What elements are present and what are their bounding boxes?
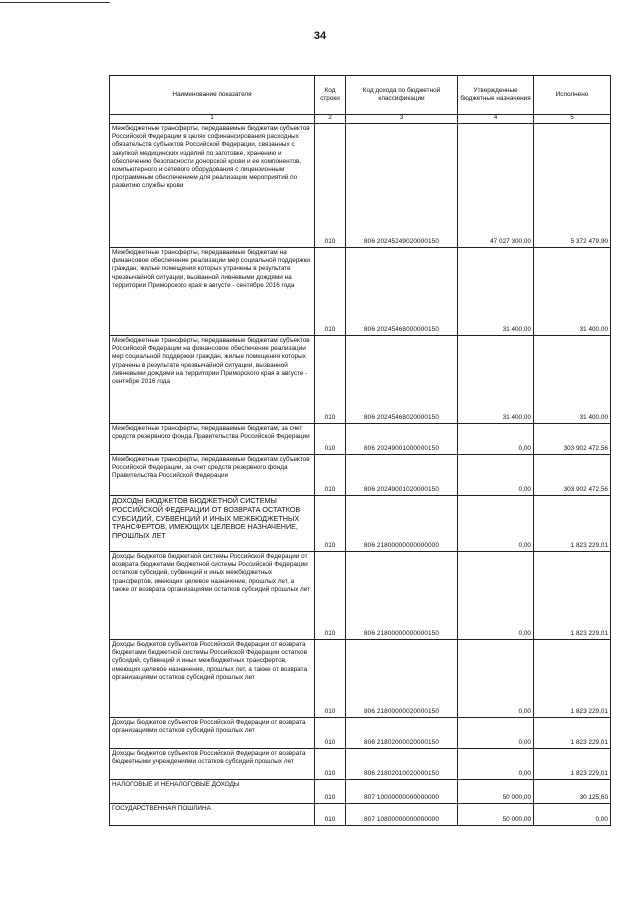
table-row bbox=[110, 749, 611, 780]
classification-code: 806 21800000000000000 bbox=[346, 496, 458, 552]
line-code: 010 bbox=[315, 552, 346, 640]
table-row bbox=[110, 124, 611, 248]
indicator-name: Доходы бюджетов бюджетной системы Российской Федерации от возврата бюджетами бюджетной системы Российской Федерации остатков субсидий, субвенций и иных межбюджетных трансфертов, имеющих целевое назначение, прошлых лет, а также от возврата организациями остатков субсидий прошлых лет bbox=[110, 552, 315, 640]
page-number: 34 bbox=[313, 30, 327, 42]
column-index-row bbox=[110, 115, 611, 124]
executed-amount: 5 372 479,90 bbox=[534, 124, 611, 248]
indicator-name: Доходы бюджетов субъектов Российской Федерации от возврата бюджетными учреждениями остатков субсидий прошлых лет bbox=[110, 749, 315, 780]
approved-amount: 0,00 bbox=[458, 552, 534, 640]
column-index: 3 bbox=[346, 115, 458, 124]
column-index: 4 bbox=[458, 115, 534, 124]
executed-amount: 1 823 229,01 bbox=[534, 749, 611, 780]
table-row bbox=[110, 718, 611, 749]
indicator-name: Межбюджетные трансферты, передаваемые бюджетам субъектов Российской Федерации, за счет средств резервного фонда Правительства Российской Федерации bbox=[110, 455, 315, 496]
table-row bbox=[110, 455, 611, 496]
line-code: 010 bbox=[315, 749, 346, 780]
column-index: 2 bbox=[315, 115, 346, 124]
line-code: 010 bbox=[315, 496, 346, 552]
classification-code: 806 20249001020000150 bbox=[346, 455, 458, 496]
corner-rule bbox=[0, 2, 110, 3]
approved-amount: 0,00 bbox=[458, 424, 534, 455]
table-row bbox=[110, 336, 611, 424]
classification-code: 807 10800000000000000 bbox=[346, 804, 458, 826]
indicator-name: Межбюджетные трансферты, передаваемые бюджетам, за счет средств резервного фонда Правительства Российской Федерации bbox=[110, 424, 315, 455]
line-code: 010 bbox=[315, 248, 346, 336]
executed-amount: 303 902 472,56 bbox=[534, 455, 611, 496]
indicator-name: Доходы бюджетов субъектов Российской Федерации от возврата бюджетами бюджетной системы Российской Федерации остатков субсидий, субвенций и иных межбюджетных трансфертов, имеющих целевое назначение, прошлых лет, а также от возврата организациями остатков субсидий прошлых лет bbox=[110, 640, 315, 718]
header-row bbox=[110, 76, 611, 115]
indicator-name: Межбюджетные трансферты, передаваемые бюджетам на финансовое обеспечение реализации мер социальной поддержки граждан, жилые помещения которых утрачены в результате чрезвычайной ситуации, вызванной ливневыми дождями на территории Приморского края в августе - сентябре 2016 года bbox=[110, 248, 315, 336]
indicator-name: ДОХОДЫ БЮДЖЕТОВ БЮДЖЕТНОЙ СИСТЕМЫ РОССИЙСКОЙ ФЕДЕРАЦИИ ОТ ВОЗВРАТА ОСТАТКОВ СУБСИДИЙ, СУБВЕНЦИЙ И ИНЫХ МЕЖБЮДЖЕТНЫХ ТРАНСФЕРТОВ, ИМЕЮЩИХ ЦЕЛЕВОЕ НАЗНАЧЕНИЕ, ПРОШЛЫХ ЛЕТ bbox=[110, 496, 315, 552]
approved-amount: 47 027 300,00 bbox=[458, 124, 534, 248]
line-code: 010 bbox=[315, 124, 346, 248]
classification-code: 806 20249001000000150 bbox=[346, 424, 458, 455]
executed-amount: 0,00 bbox=[534, 804, 611, 826]
approved-amount: 0,00 bbox=[458, 496, 534, 552]
approved-amount: 50 000,00 bbox=[458, 804, 534, 826]
indicator-name: Межбюджетные трансферты, передаваемые бюджетам субъектов Российской Федерации на финансовое обеспечение реализации мер социальной поддержки граждан, жилые помещения которых утрачены в результате чрезвычайной ситуации, вызванной ливневыми дождями на территории Приморского края в августе - сентябре 2016 года bbox=[110, 336, 315, 424]
indicator-name: НАЛОГОВЫЕ И НЕНАЛОГОВЫЕ ДОХОДЫ bbox=[110, 780, 315, 804]
classification-code: 806 21800000000000150 bbox=[346, 552, 458, 640]
line-code: 010 bbox=[315, 640, 346, 718]
line-code: 010 bbox=[315, 780, 346, 804]
header-kbk: Код дохода по бюджетной классификации bbox=[346, 76, 458, 115]
executed-amount: 1 823 229,01 bbox=[534, 552, 611, 640]
approved-amount: 31 400,00 bbox=[458, 336, 534, 424]
approved-amount: 0,00 bbox=[458, 749, 534, 780]
column-index: 1 bbox=[110, 115, 315, 124]
line-code: 010 bbox=[315, 336, 346, 424]
indicator-name: Доходы бюджетов субъектов Российской Федерации от возврата организациями остатков субсидий прошлых лет bbox=[110, 718, 315, 749]
indicator-name: ГОСУДАРСТВЕННАЯ ПОШЛИНА bbox=[110, 804, 315, 826]
executed-amount: 303 902 472,56 bbox=[534, 424, 611, 455]
column-index: 5 bbox=[534, 115, 611, 124]
indicator-name: Межбюджетные трансферты, передаваемые бюджетам субъектов Российской Федерации в целях софинансирования расходных обязательств субъектов Российской Федерации, связанных с закупкой медицинских изделий по заготовке, хранению и обеспечению безопасности донорской крови и ее компонентов, компьютерного и сетевого оборудования с лицензионным программным обеспечением для реализации мероприятий по развитию службы крови bbox=[110, 124, 315, 248]
header-executed: Исполнено bbox=[534, 76, 611, 115]
table-row bbox=[110, 496, 611, 552]
line-code: 010 bbox=[315, 424, 346, 455]
executed-amount: 31 400,00 bbox=[534, 336, 611, 424]
line-code: 010 bbox=[315, 804, 346, 826]
classification-code: 806 21800000020000150 bbox=[346, 640, 458, 718]
classification-code: 806 20245249020000150 bbox=[346, 124, 458, 248]
table-row bbox=[110, 804, 611, 826]
header-name: Наименование показателя bbox=[110, 76, 315, 115]
executed-amount: 1 823 229,01 bbox=[534, 640, 611, 718]
approved-amount: 0,00 bbox=[458, 640, 534, 718]
classification-code: 806 21802010020000150 bbox=[346, 749, 458, 780]
table-row bbox=[110, 640, 611, 718]
table-row bbox=[110, 780, 611, 804]
classification-code: 807 10000000000000000 bbox=[346, 780, 458, 804]
approved-amount: 0,00 bbox=[458, 718, 534, 749]
header-code: Код строки bbox=[315, 76, 346, 115]
approved-amount: 50 000,00 bbox=[458, 780, 534, 804]
executed-amount: 1 823 229,01 bbox=[534, 718, 611, 749]
executed-amount: 1 823 229,01 bbox=[534, 496, 611, 552]
table-row bbox=[110, 424, 611, 455]
table-row bbox=[110, 552, 611, 640]
line-code: 010 bbox=[315, 718, 346, 749]
line-code: 010 bbox=[315, 455, 346, 496]
approved-amount: 0,00 bbox=[458, 455, 534, 496]
classification-code: 806 20245468000000150 bbox=[346, 248, 458, 336]
executed-amount: 31 400,00 bbox=[534, 248, 611, 336]
executed-amount: 30 125,60 bbox=[534, 780, 611, 804]
table-row bbox=[110, 248, 611, 336]
classification-code: 806 21802000020000150 bbox=[346, 718, 458, 749]
approved-amount: 31 400,00 bbox=[458, 248, 534, 336]
revenue-table bbox=[109, 75, 611, 826]
header-approved: Утвержденные бюджетные назначения bbox=[458, 76, 534, 115]
classification-code: 806 20245468020000150 bbox=[346, 336, 458, 424]
